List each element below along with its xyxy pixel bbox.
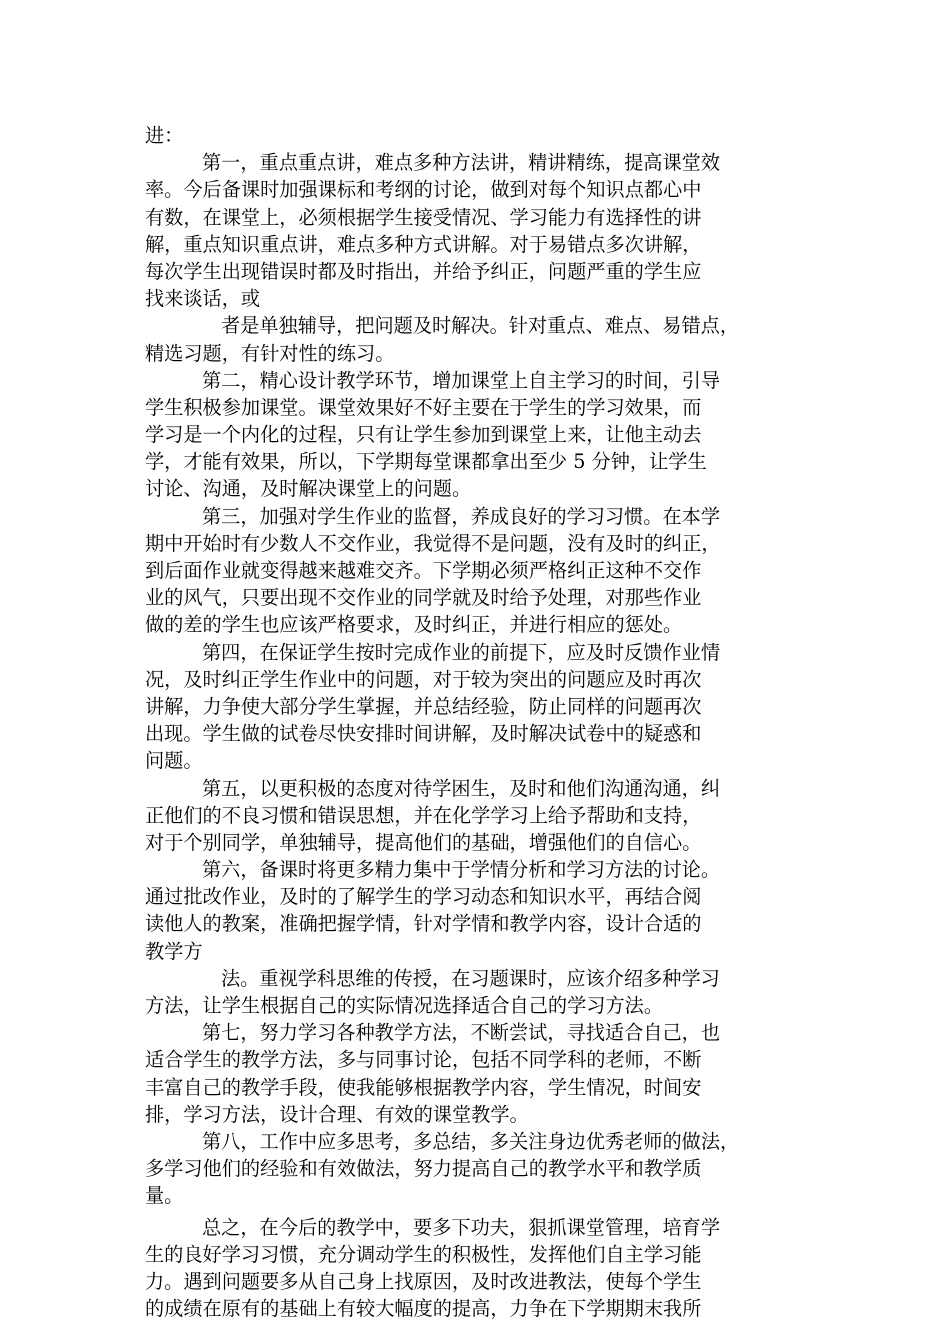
text-line: 每次学生出现错误时都及时指出，并给予纠正，问题严重的学生应 [145, 259, 702, 283]
text-line: 读他人的教案，准确把握学情，针对学情和教学内容，设计合适的 [145, 912, 702, 936]
text-line: 教学方 [145, 939, 203, 963]
text-line: 到后面作业就变得越来越难交齐。下学期必须严格纠正这种不交作 [145, 559, 702, 582]
text-line: 排，学习方法，设计合理、有效的课堂教学。 [145, 1102, 529, 1126]
paragraph-first-line: 第五，以更积极的态度对待学困生，及时和他们沟通沟通，纠 [202, 776, 721, 800]
text-line: 方法，让学生根据自己的实际情况选择适合自己的学习方法。 [145, 994, 664, 1017]
text-line: 者是单独辅导，把问题及时解决。针对重点、难点、易错点， [221, 314, 740, 338]
text-line: 生的良好学习习惯，充分调动学生的积极性，发挥他们自主学习能 [145, 1242, 702, 1266]
text-line: 找来谈话，或 [145, 287, 261, 311]
text-line: 正他们的不良习惯和错误思想，并在化学学习上给予帮助和支持， [145, 803, 702, 827]
text-line: 做的差的学生也应该严格要求，及时纠正，并进行相应的惩处。 [145, 613, 683, 637]
text-line: 丰富自己的教学手段，使我能够根据教学内容，学生情况，时间安 [145, 1075, 702, 1099]
text-line: 学生积极参加课堂。课堂效果好不好主要在于学生的学习效果，而 [145, 395, 702, 419]
text-line: 对于个别同学，单独辅导，提高他们的基础，增强他们的自信心。 [145, 830, 702, 854]
text-line: 力。遇到问题要多从自己身上找原因，及时改进教法，使每个学生 [145, 1269, 702, 1293]
text-line: 出现。学生做的试卷尽快安排时间讲解，及时解决试卷中的疑惑和 [145, 722, 702, 746]
text-line: 讲解，力争使大部分学生掌握，并总结经验，防止同样的问题再次 [145, 694, 702, 718]
text-line: 业的风气，只要出现不交作业的同学就及时给予处理，对那些作业 [145, 586, 702, 610]
text-line: 期中开始时有少数人不交作业，我觉得不是问题，没有及时的纠正， [145, 531, 721, 555]
text-line: 解，重点知识重点讲，难点多种方式讲解。对于易错点多次讲解， [145, 232, 702, 256]
document-page [145, 122, 825, 1322]
text-line: 进： [145, 124, 184, 147]
text-line: 率。今后备课时加强课标和考纲的讨论，做到对每个知识点都心中 [145, 178, 702, 202]
text-line: 通过批改作业，及时的了解学生的学习动态和知识水平，再结合阅 [145, 885, 702, 909]
paragraph-first-line: 第一，重点重点讲，难点多种方法讲，精讲精练，提高课堂效 [202, 151, 721, 175]
paragraph-first-line: 第七，努力学习各种教学方法，不断尝试，寻找适合自己，也 [202, 1021, 721, 1045]
text-line: 多学习他们的经验和有效做法，努力提高自己的教学水平和教学质 [145, 1157, 702, 1181]
paragraph-first-line: 总之，在今后的教学中，要多下功夫，狠抓课堂管理，培育学 [202, 1215, 721, 1239]
text-line: 学，才能有效果，所以，下学期每堂课都拿出至少 5 分钟，让学生 [145, 450, 707, 474]
text-line: 量。 [145, 1184, 184, 1208]
paragraph-first-line: 第八，工作中应多思考，多总结，多关注身边优秀老师的做法， [202, 1129, 740, 1153]
paragraph-first-line: 第四，在保证学生按时完成作业的前提下，应及时反馈作业情 [202, 640, 721, 664]
text-line: 的成绩在原有的基础上有较大幅度的提高，力争在下学期期末我所 [145, 1297, 702, 1321]
text-line: 有数，在课堂上，必须根据学生接受情况、学习能力有选择性的讲 [145, 205, 702, 229]
paragraph-first-line: 第三，加强对学生作业的监督，养成良好的学习习惯。在本学 [202, 504, 721, 528]
text-line: 适合学生的教学方法，多与同事讨论，包括不同学科的老师，不断 [145, 1048, 702, 1072]
text-line: 况，及时纠正学生作业中的问题，对于较为突出的问题应及时再次 [145, 667, 702, 691]
text-line: 法。重视学科思维的传授，在习题课时，应该介绍多种学习 [221, 966, 720, 990]
text-line: 精选习题，有针对性的练习。 [145, 341, 395, 365]
text-line: 学习是一个内化的过程，只有让学生参加到课堂上来，让他主动去 [145, 423, 702, 447]
text-line: 问题。 [145, 749, 203, 773]
paragraph-first-line: 第六，备课时将更多精力集中于学情分析和学习方法的讨论。 [202, 858, 721, 882]
text-line: 讨论、沟通，及时解决课堂上的问题。 [145, 477, 472, 501]
paragraph-first-line: 第二，精心设计教学环节，增加课堂上自主学习的时间，引导 [202, 368, 721, 392]
